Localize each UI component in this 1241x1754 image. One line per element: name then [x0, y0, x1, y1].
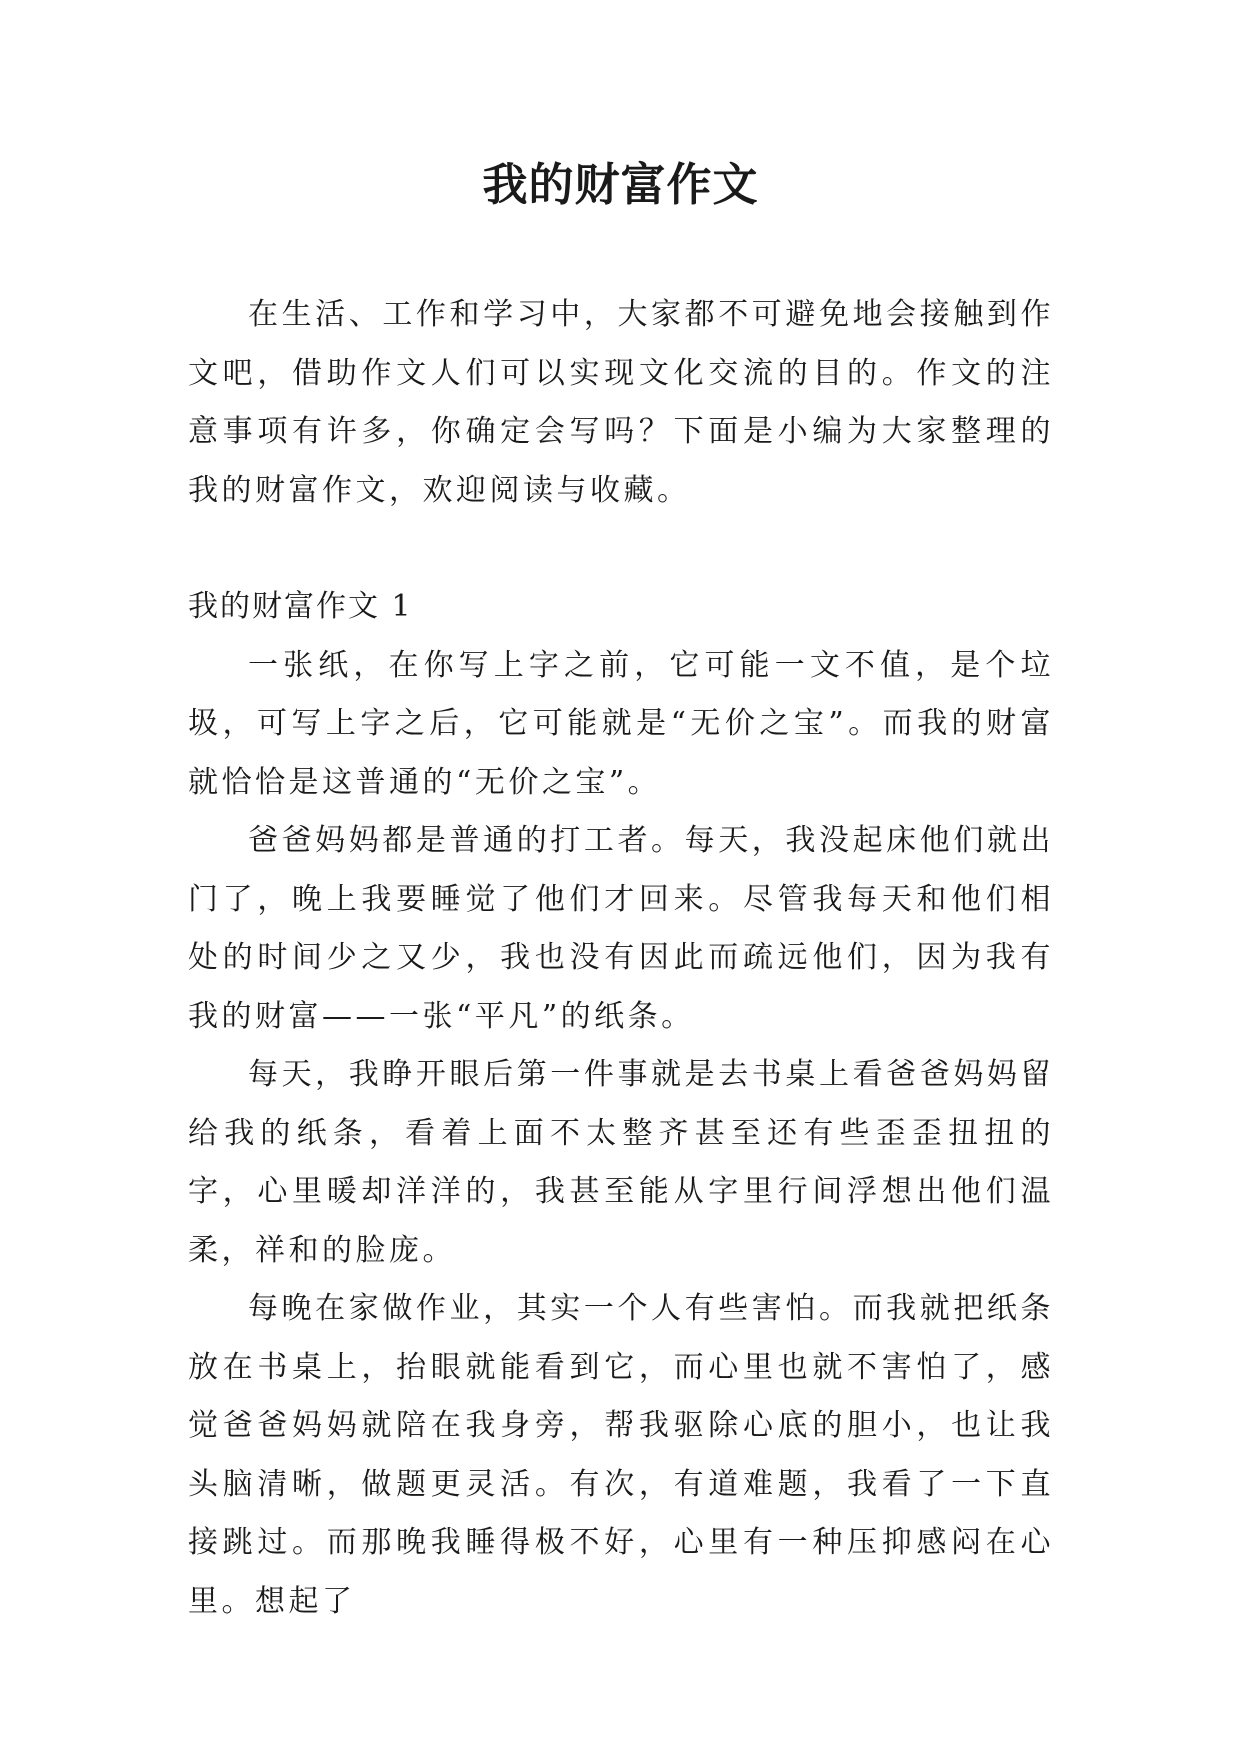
body-paragraph-1: 一张纸，在你写上字之前，它可能一文不值，是个垃圾，可写上字之后，它可能就是“无价之宝”。而我的财富就恰恰是这普通的“无价之宝”。 [188, 647, 1054, 800]
body-paragraph-4: 每晚在家做作业，其实一个人有些害怕。而我就把纸条放在书桌上，抬眼就能看到它，而心里也就不害怕了，感觉爸爸妈妈就陪在我身旁，帮我驱除心底的胆小，也让我头脑清晰，做题更灵活。有次，有道难题，我看了一下直接跳过。而那晚我睡得极不好，心里有一种压抑感闷在心里。想起了 [188, 1291, 1054, 1619]
document-title: 我的财富作文 [482, 158, 759, 211]
body-paragraph-3: 每天，我睁开眼后第一件事就是去书桌上看爸爸妈妈留给我的纸条，看着上面不太整齐甚至还有些歪歪扭扭的字，心里暖却洋洋的，我甚至能从字里行间浮想出他们温柔，祥和的脸庞。 [188, 1057, 1054, 1268]
document-body [188, 286, 1054, 1631]
intro-paragraph: 在生活、工作和学习中，大家都不可避免地会接触到作文吧，借助作文人们可以实现文化交流的目的。作文的注意事项有许多，你确定会写吗？下面是小编为大家整理的我的财富作文，欢迎阅读与收藏。 [188, 297, 1054, 508]
body-paragraph-2: 爸爸妈妈都是普通的打工者。每天，我没起床他们就出门了，晚上我要睡觉了他们才回来。尽管我每天和他们相处的时间少之又少，我也没有因此而疏远他们，因为我有我的财富——一张“平凡”的纸条。 [188, 823, 1054, 1034]
section-heading: 我的财富作文 1 [188, 589, 413, 624]
